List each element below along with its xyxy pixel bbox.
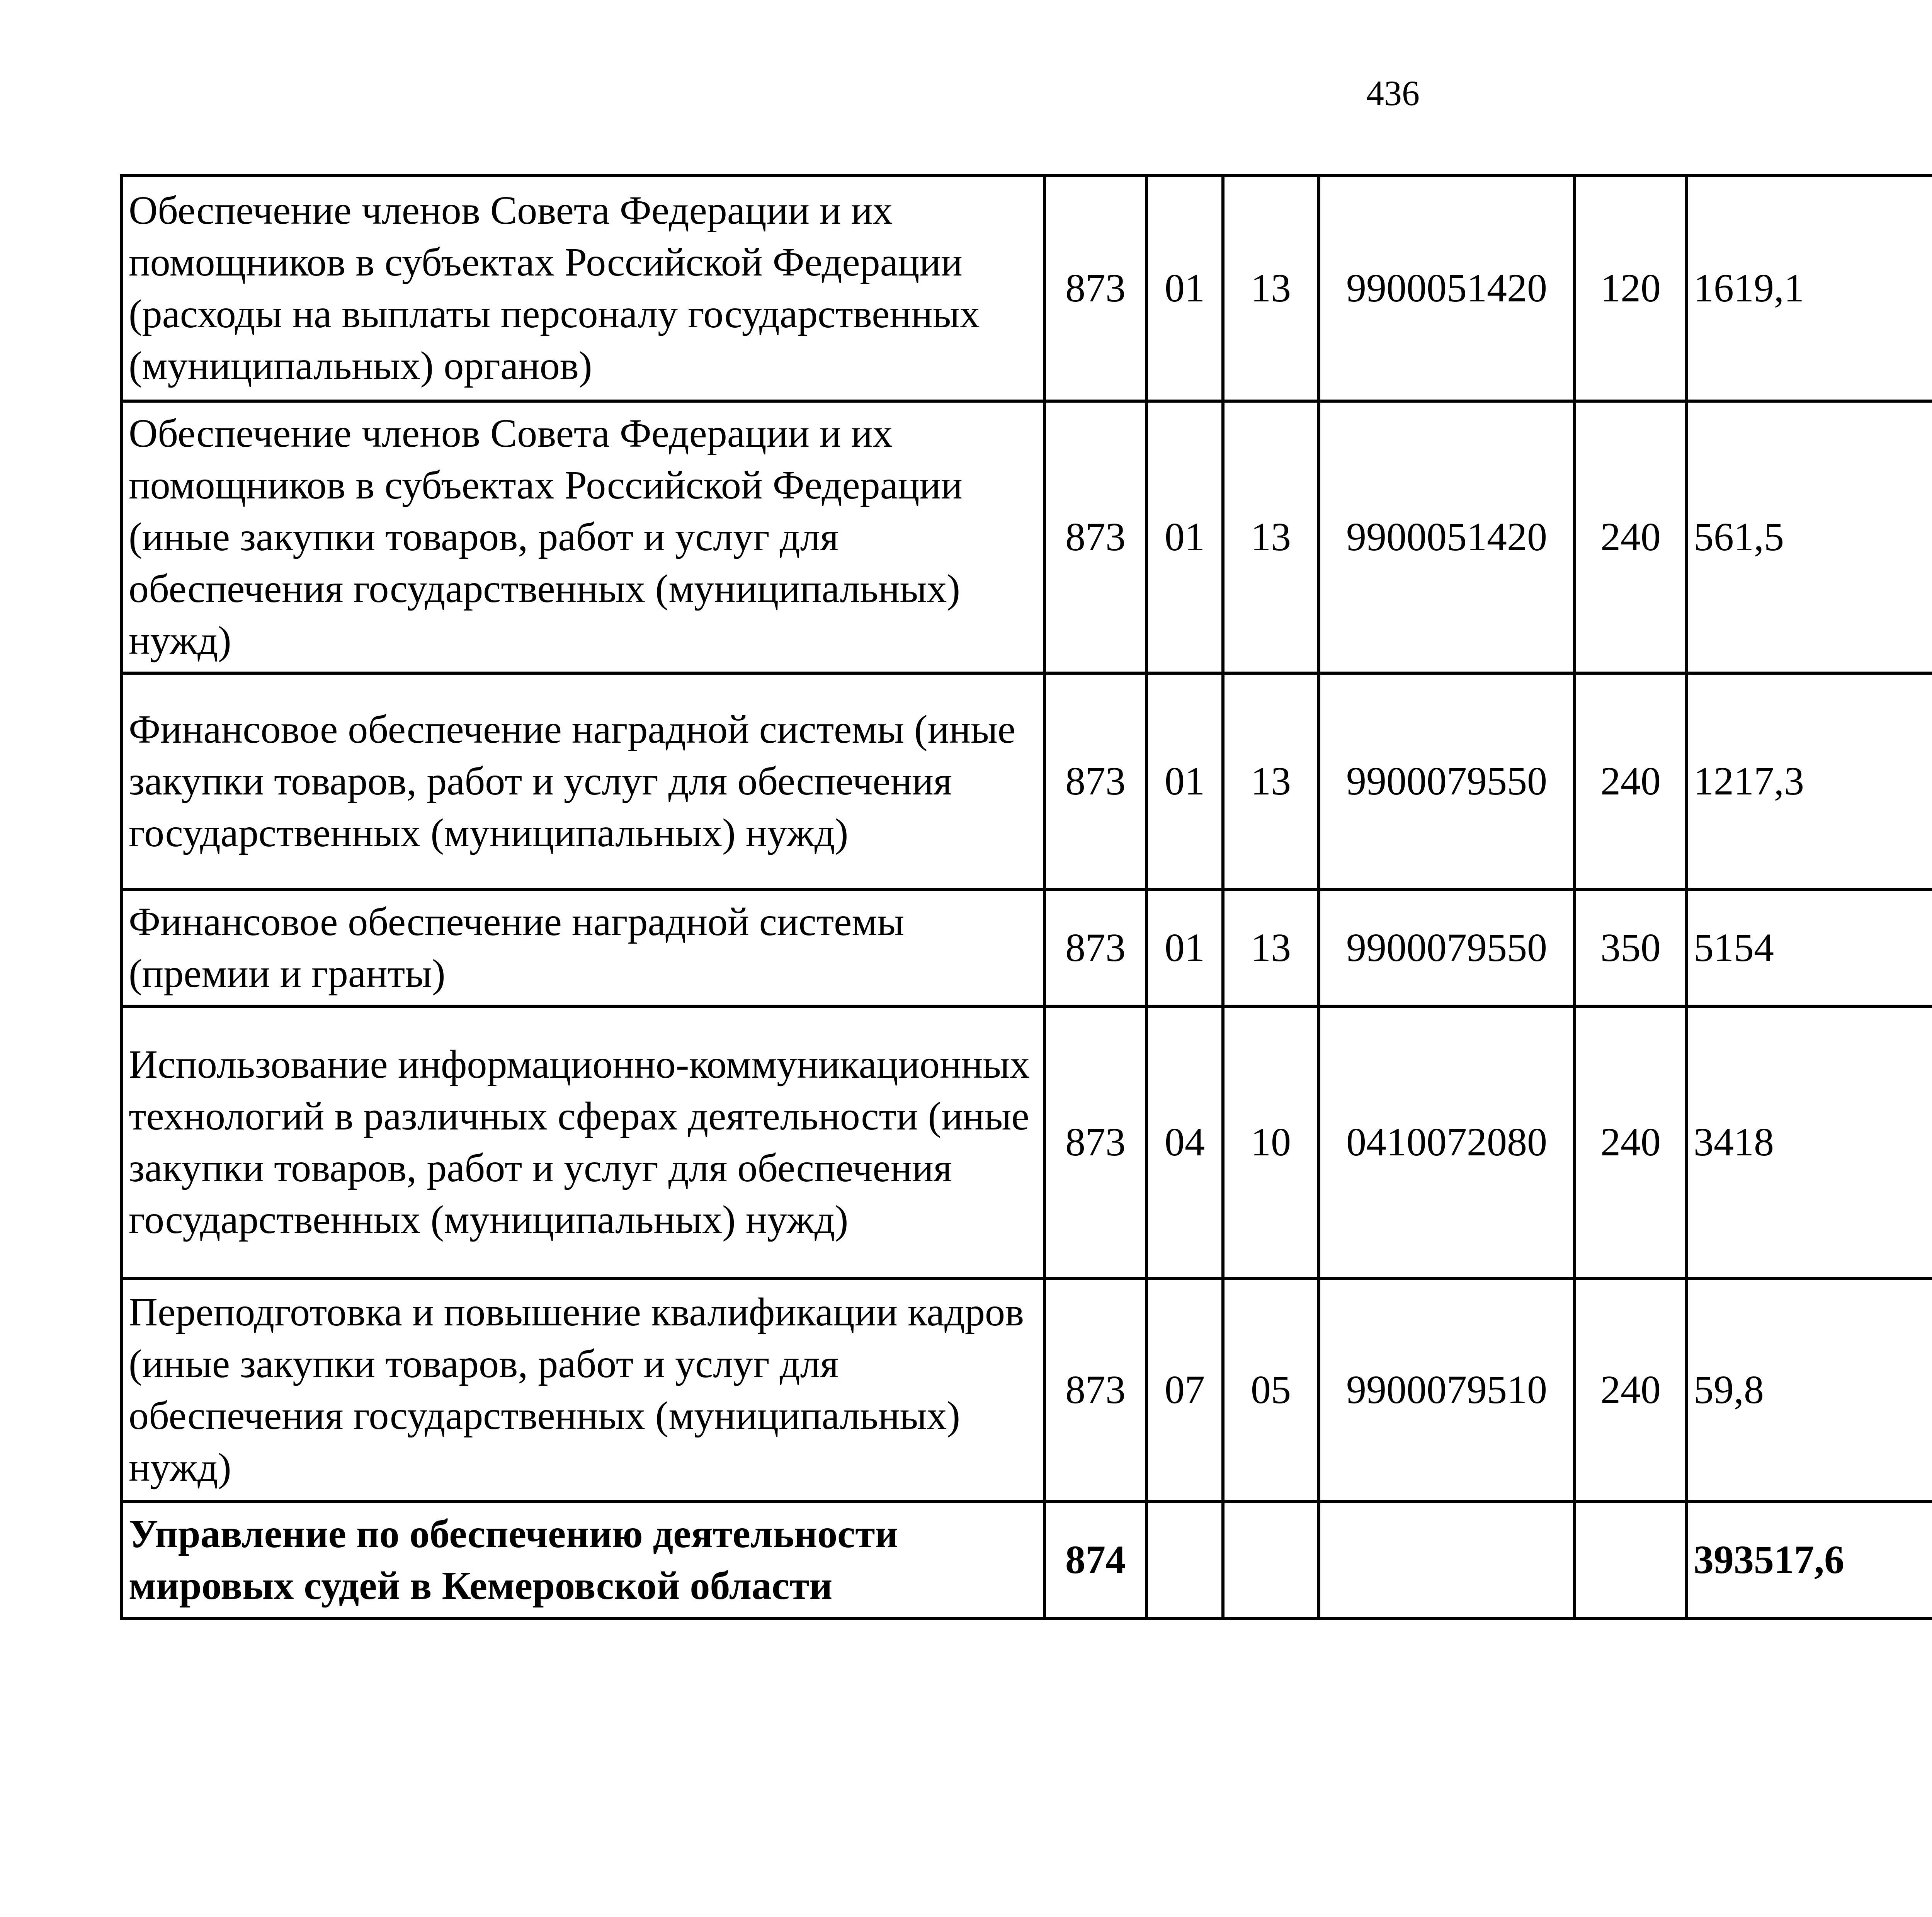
expense-name: Финансовое обеспечение наградной системы (иные закупки товаров, работ и услуг для обеспечения государственных (муниципальных) нужд) xyxy=(122,673,1044,890)
expense-type-code: 120 xyxy=(1575,175,1687,401)
subsection-code: 13 xyxy=(1223,175,1319,401)
expense-name: Обеспечение членов Совета Федерации и их помощников в субъектах Российской Федерации (расходы на выплаты персоналу государственных (муниципальных) органов) xyxy=(122,175,1044,401)
expense-type-code: 350 xyxy=(1575,890,1687,1006)
table-row xyxy=(122,1278,1932,1502)
ministry-code: 873 xyxy=(1044,1278,1146,1502)
expense-name: Обеспечение членов Совета Федерации и их помощников в субъектах Российской Федерации (иные закупки товаров, работ и услуг для обеспечения государственных (муниципальных) нужд) xyxy=(122,401,1044,673)
expense-name: Управление по обеспечению деятельности мировых судей в Кемеровской области xyxy=(122,1502,1044,1618)
section-code: 01 xyxy=(1146,673,1223,890)
subsection-code: 05 xyxy=(1223,1278,1319,1502)
expense-name: Финансовое обеспечение наградной системы (премии и гранты) xyxy=(122,890,1044,1006)
expense-type-code: 240 xyxy=(1575,1006,1687,1278)
target-article-code: 9900051420 xyxy=(1319,401,1575,673)
ministry-code: 874 xyxy=(1044,1502,1146,1618)
subsection-code: 13 xyxy=(1223,890,1319,1006)
section-code xyxy=(1146,1502,1223,1618)
expense-type-code: 240 xyxy=(1575,1278,1687,1502)
section-code: 04 xyxy=(1146,1006,1223,1278)
table-row xyxy=(122,175,1932,401)
section-code: 01 xyxy=(1146,890,1223,1006)
subsection-code xyxy=(1223,1502,1319,1618)
sum-year-1: 59,8 xyxy=(1687,1278,1932,1502)
sum-year-1: 1217,3 xyxy=(1687,673,1932,890)
target-article-code: 9900079510 xyxy=(1319,1278,1575,1502)
target-article-code: 9900079550 xyxy=(1319,673,1575,890)
ministry-code: 873 xyxy=(1044,1006,1146,1278)
target-article-code: 9900051420 xyxy=(1319,175,1575,401)
section-code: 01 xyxy=(1146,401,1223,673)
subsection-code: 13 xyxy=(1223,401,1319,673)
expense-type-code: 240 xyxy=(1575,401,1687,673)
budget-table xyxy=(120,174,1932,1620)
target-article-code xyxy=(1319,1502,1575,1618)
ministry-code: 873 xyxy=(1044,401,1146,673)
ministry-code: 873 xyxy=(1044,673,1146,890)
table-row-total xyxy=(122,1502,1932,1618)
page-number: 436 xyxy=(1366,73,1420,113)
ministry-code: 873 xyxy=(1044,890,1146,1006)
section-code: 07 xyxy=(1146,1278,1223,1502)
target-article-code: 9900079550 xyxy=(1319,890,1575,1006)
subsection-code: 13 xyxy=(1223,673,1319,890)
table-row xyxy=(122,673,1932,890)
table-row xyxy=(122,401,1932,673)
sum-year-1: 1619,1 xyxy=(1687,175,1932,401)
section-code: 01 xyxy=(1146,175,1223,401)
sum-year-1: 561,5 xyxy=(1687,401,1932,673)
sum-year-1: 5154 xyxy=(1687,890,1932,1006)
table-row xyxy=(122,1006,1932,1278)
expense-name: Использование информационно-коммуникационных технологий в различных сферах деятельности (иные закупки товаров, работ и услуг для обеспечения государственных (муниципальных) нужд) xyxy=(122,1006,1044,1278)
expense-type-code xyxy=(1575,1502,1687,1618)
target-article-code: 0410072080 xyxy=(1319,1006,1575,1278)
table-row xyxy=(122,890,1932,1006)
expense-type-code: 240 xyxy=(1575,673,1687,890)
sum-year-1: 393517,6 xyxy=(1687,1502,1932,1618)
subsection-code: 10 xyxy=(1223,1006,1319,1278)
ministry-code: 873 xyxy=(1044,175,1146,401)
sum-year-1: 3418 xyxy=(1687,1006,1932,1278)
expense-name: Переподготовка и повышение квалификации кадров (иные закупки товаров, работ и услуг для обеспечения государственных (муниципальных) нужд) xyxy=(122,1278,1044,1502)
